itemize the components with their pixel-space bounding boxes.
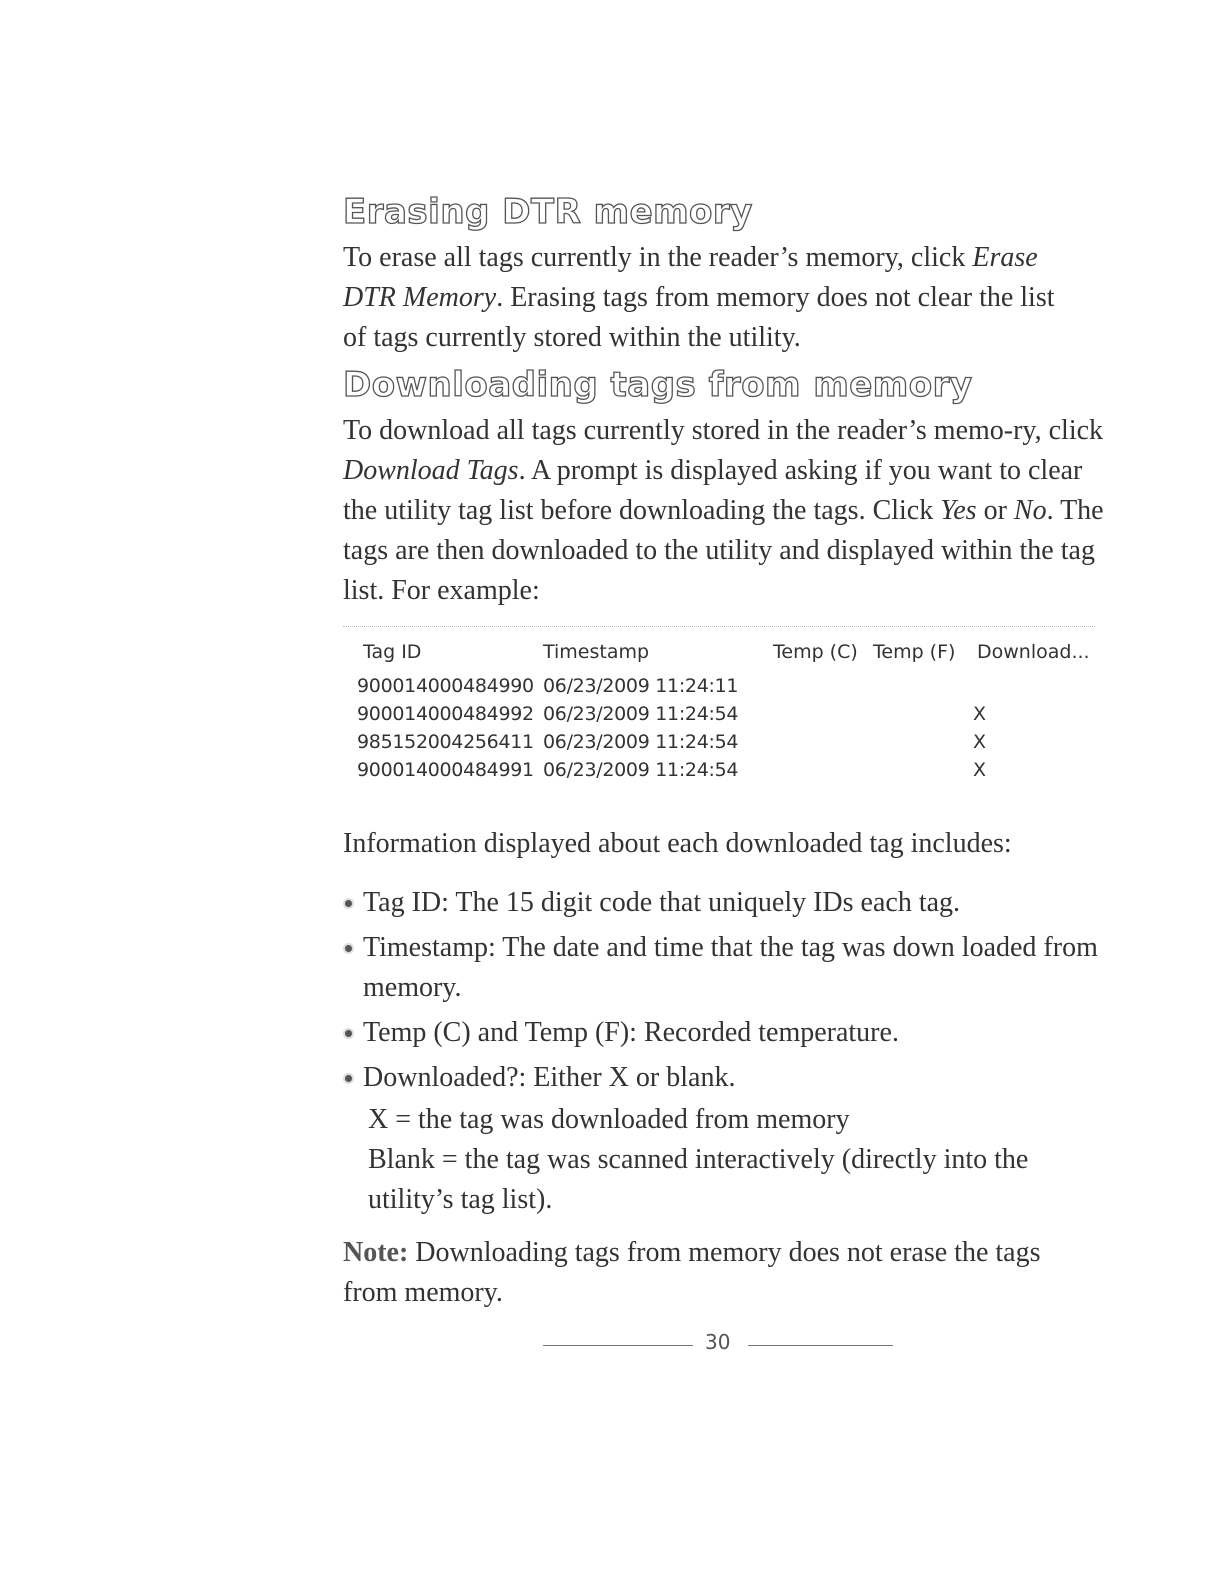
blank-meaning: Blank = the tag was scanned interactively (directly into the utility’s tag list). (368, 1144, 1029, 1215)
list-item: Tag ID: The 15 digit code that uniquely IDs each tag. (343, 883, 1113, 923)
column-header-downloaded[interactable]: Download... (977, 641, 1090, 663)
note-label: Note: (343, 1237, 409, 1268)
tag-id-cell: 900014000484991 (357, 759, 534, 781)
footer-rule-left (543, 1345, 693, 1346)
downloaded-values-explanation (368, 1100, 1108, 1220)
bullet-icon (343, 898, 354, 909)
footer-rule-right (748, 1345, 893, 1346)
table-row[interactable] (343, 731, 1095, 759)
downloaded-cell: X (973, 703, 986, 725)
list-item: Temp (C) and Temp (F): Recorded temperature. (343, 1013, 1113, 1053)
column-header-timestamp[interactable]: Timestamp (543, 641, 650, 663)
column-header-tag-id[interactable]: Tag ID (363, 641, 422, 663)
bullet-icon (343, 1028, 354, 1039)
x-meaning: X = the tag was downloaded from memory (368, 1104, 850, 1135)
downloaded-cell: X (973, 731, 986, 753)
info-intro: Information displayed about each downloaded tag includes: (343, 828, 1012, 859)
download-section-heading: Downloading tags from memory (343, 365, 973, 405)
timestamp-cell: 06/23/2009 11:24:54 (543, 731, 739, 753)
tag-list-screenshot (343, 626, 1095, 791)
tag-id-cell: 900014000484990 (357, 675, 534, 697)
page-number: 30 (705, 1330, 731, 1354)
download-tags-ref: Download Tags (343, 455, 519, 486)
table-row[interactable] (343, 675, 1095, 703)
list-item: Timestamp: The date and time that the tag was down loaded from memory. (343, 928, 1113, 1008)
downloaded-cell: X (973, 759, 986, 781)
yes-ref: Yes (940, 495, 977, 526)
column-header-temp-f[interactable]: Temp (F) (873, 641, 956, 663)
timestamp-cell: 06/23/2009 11:24:11 (543, 675, 739, 697)
no-ref: No (1013, 495, 1047, 526)
timestamp-cell: 06/23/2009 11:24:54 (543, 759, 739, 781)
tag-id-cell: 985152004256411 (357, 731, 534, 753)
erase-dtr-memory-ref: Erase DTR Memory (343, 242, 1038, 313)
tag-list-header (343, 641, 1095, 669)
table-row[interactable] (343, 759, 1095, 787)
page-footer (543, 1330, 893, 1360)
column-header-temp-c[interactable]: Temp (C) (773, 641, 858, 663)
download-section-text: To download all tags currently stored in the reader’s memo-ry, click Download Tags. A prompt is displayed asking if you want to clear the utility tag list before downloading the tags. Click Yes or No. The tags are then downloaded to the utility and displayed within the tag list. For example: (343, 415, 1104, 606)
bullet-icon (343, 1073, 354, 1084)
erase-section-heading: Erasing DTR memory (343, 192, 753, 232)
list-item: Downloaded?: Either X or blank. (343, 1058, 1113, 1098)
erase-section-text: To erase all tags currently in the reader’s memory, click Erase DTR Memory. Erasing tags from memory does not clear the list of tags currently stored within the utility. (343, 242, 1055, 353)
info-bullet-list (343, 883, 1113, 1103)
table-row[interactable] (343, 703, 1095, 731)
tag-id-cell: 900014000484992 (357, 703, 534, 725)
bullet-icon (343, 943, 354, 954)
note: Note: Downloading tags from memory does not erase the tags from memory. (343, 1237, 1041, 1308)
timestamp-cell: 06/23/2009 11:24:54 (543, 703, 739, 725)
